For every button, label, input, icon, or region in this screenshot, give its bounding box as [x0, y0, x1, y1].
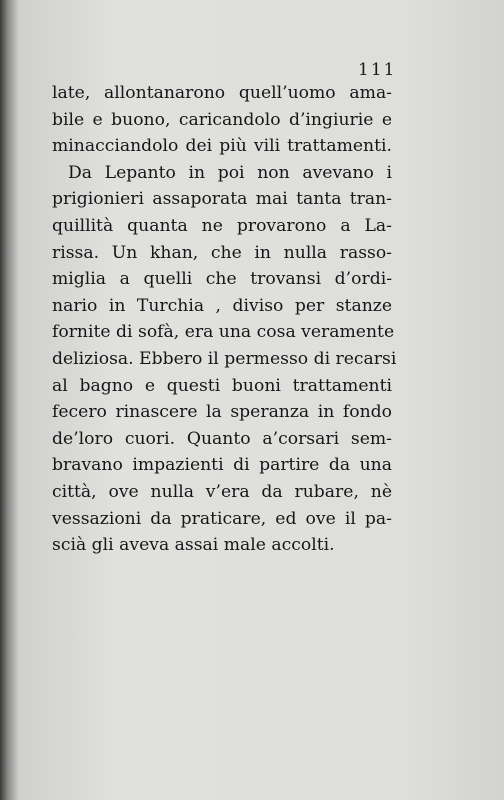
- text-line: nario in Turchia , diviso per stanze: [52, 295, 392, 316]
- text-line: città, ove nulla v’era da rubare, nè: [52, 481, 392, 502]
- page-number: 111: [358, 60, 397, 80]
- body-text: [52, 80, 397, 559]
- text-line: miglia a quelli che trovansi d’ordi-: [52, 269, 392, 290]
- text-line: rissa. Un khan, che in nulla rasso-: [52, 242, 392, 263]
- text-line: quillità quanta ne provarono a La-: [52, 215, 392, 236]
- text-line: bile e buono, caricandolo d’ingiurie e: [52, 109, 392, 130]
- text-line: scià gli aveva assai male accolti.: [52, 535, 335, 556]
- text-line: Da Lepanto in poi non avevano i: [68, 162, 392, 183]
- text-line: fecero rinascere la speranza in fondo: [52, 402, 392, 423]
- text-line: deliziosa. Ebbero il permesso di recarsi: [52, 348, 397, 369]
- text-line: prigionieri assaporata mai tanta tran-: [52, 189, 392, 210]
- text-line: bravano impazienti di partire da una: [52, 455, 392, 476]
- text-line: minacciandolo dei più vili trattamenti.: [52, 136, 392, 157]
- text-line: fornite di sofà, era una cosa veramente: [52, 322, 395, 343]
- text-line: vessazioni da praticare, ed ove il pa-: [52, 508, 392, 529]
- text-line: de’loro cuori. Quanto a’corsari sem-: [52, 428, 392, 449]
- page-gutter-shadow: [0, 0, 18, 800]
- text-line: al bagno e questi buoni trattamenti: [52, 375, 392, 396]
- text-line: late, allontanarono quell’uomo ama-: [52, 83, 392, 103]
